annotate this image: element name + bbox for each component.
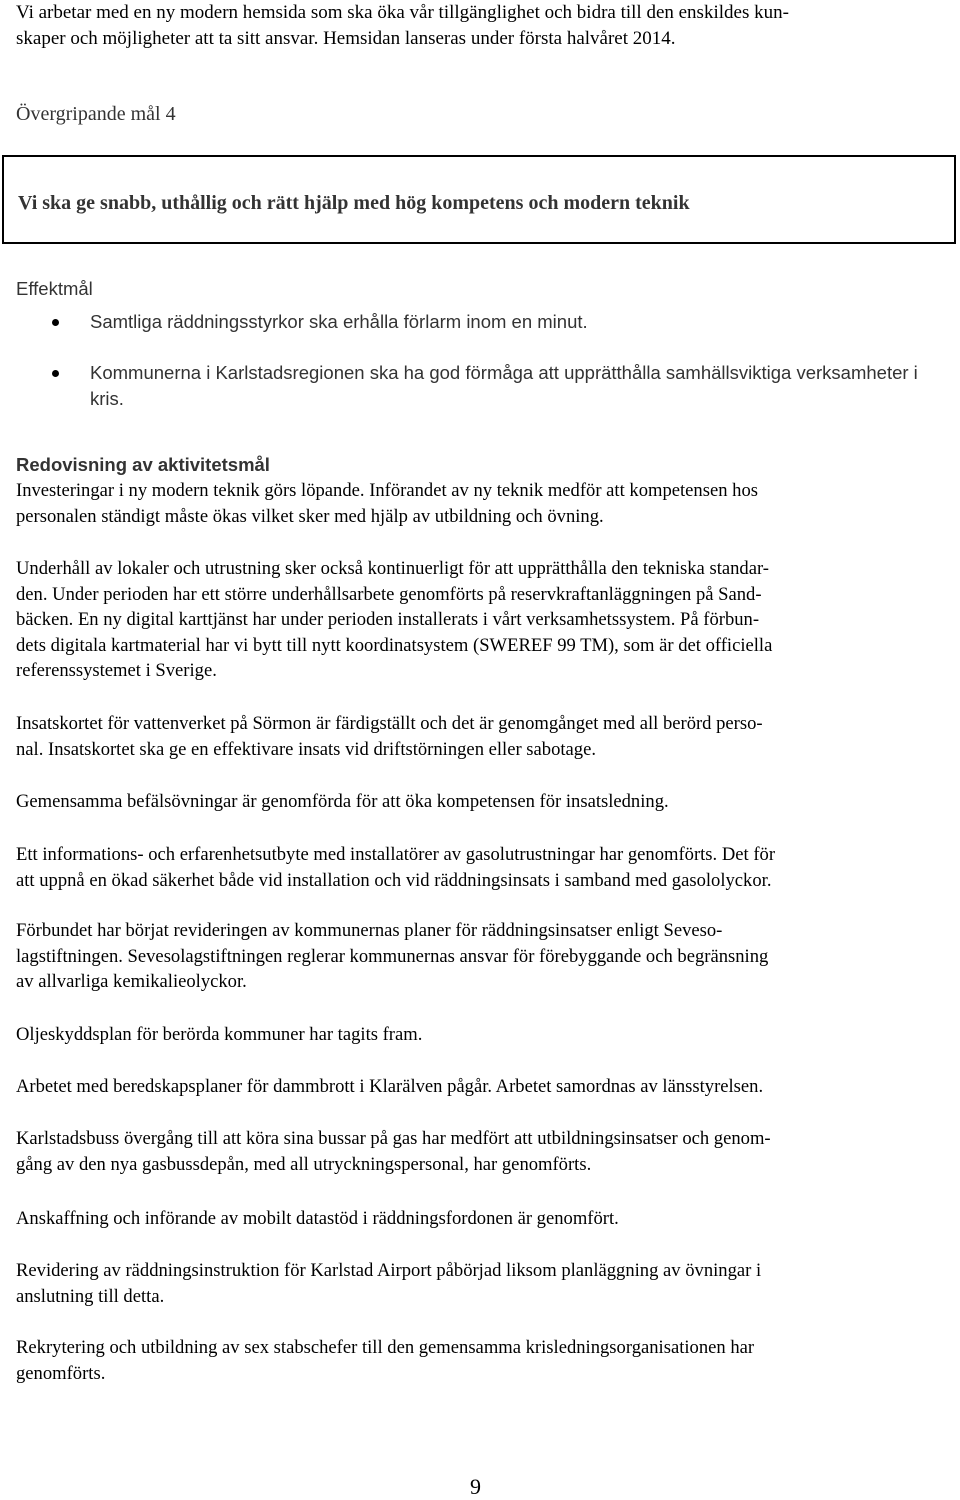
paragraph-line: av allvarliga kemikalieolyckor.	[16, 971, 247, 992]
paragraph-line: Insatskortet för vattenverket på Sörmon är färdigställt och det är genomgånget med all berörd perso-	[16, 713, 763, 734]
paragraph-line: Förbundet har börjat revideringen av kommunernas planer för räddningsinsatser enligt Seveso-	[16, 920, 723, 941]
paragraph	[16, 842, 946, 893]
list-item	[16, 309, 946, 335]
goal-heading: Övergripande mål 4	[16, 103, 176, 125]
redovisning-title: Redovisning av aktivitetsmål	[16, 454, 270, 475]
paragraph-line: referenssystemet i Sverige.	[16, 660, 217, 681]
paragraph-line: Karlstadsbuss övergång till att köra sina bussar på gas har medfört att utbildningsinsatser och genom-	[16, 1128, 771, 1149]
bullet-icon	[52, 319, 59, 326]
goal-box-text: Vi ska ge snabb, uthållig och rätt hjälp med hög kompetens och modern teknik	[18, 192, 690, 214]
paragraph-line: att uppnå en ökad säkerhet både vid installation och vid räddningsinsats i samband med gasololyckor.	[16, 869, 772, 891]
intro-line: skaper och möjligheter att ta sitt ansvar. Hemsidan lanseras under första halvåret 2014.	[16, 28, 676, 49]
paragraph-line: Investeringar i ny modern teknik görs löpande. Införandet av ny teknik medför att kompetensen hos	[16, 480, 758, 501]
paragraph-line: Anskaffning och införande av mobilt datastöd i räddningsfordonen är genomfört.	[16, 1208, 619, 1229]
paragraph-line: Gemensamma befälsövningar är genomförda för att öka kompetensen för insatsledning.	[16, 791, 669, 812]
effektmal-list	[16, 309, 946, 412]
intro-paragraph	[16, 0, 946, 52]
paragraph	[16, 1335, 946, 1386]
paragraph-line: gång av den nya gasbussdepån, med all utryckningspersonal, har genomförts.	[16, 1153, 592, 1175]
paragraph-line: bäcken. En ny digital karttjänst har under perioden installerats i vårt verksamhetssystem. På förbun-	[16, 609, 760, 630]
paragraph-line: lagstiftningen. Sevesolagstiftningen reglerar kommunernas ansvar för förebyggande och begränsning	[16, 945, 769, 967]
paragraph	[16, 1074, 946, 1100]
paragraph	[16, 789, 946, 815]
paragraph-line: Revidering av räddningsinstruktion för Karlstad Airport påbörjad liksom planläggning av övningar i	[16, 1260, 762, 1281]
list-item	[16, 360, 946, 412]
list-item-text: Samtliga räddningsstyrkor ska erhålla förlarm inom en minut.	[90, 311, 588, 332]
paragraph	[16, 711, 946, 762]
paragraph-line: Ett informations- och erfarenhetsutbyte med installatörer av gasolutrustningar har genomförts. Det för	[16, 844, 776, 865]
list-item-text: Kommunerna i Karlstadsregionen ska ha god förmåga att upprätthålla samhällsviktiga verksamheter i kris.	[90, 362, 918, 409]
paragraph-line: Rekrytering och utbildning av sex stabschefer till den gemensamma krisledningsorganisationen har	[16, 1337, 755, 1358]
paragraph	[16, 478, 946, 529]
paragraph	[16, 1022, 946, 1048]
paragraph	[16, 1258, 946, 1309]
paragraph-line: Arbetet med beredskapsplaner för dammbrott i Klarälven pågår. Arbetet samordnas av länsstyrelsen.	[16, 1076, 764, 1097]
paragraph	[16, 918, 946, 995]
page-number: 9	[470, 1474, 481, 1499]
paragraph	[16, 1206, 946, 1232]
intro-line: Vi arbetar med en ny modern hemsida som ska öka vår tillgänglighet och bidra till den enskildes kun-	[16, 2, 789, 23]
bullet-icon	[52, 370, 59, 377]
goal-box	[2, 155, 956, 244]
paragraph-line: Underhåll av lokaler och utrustning sker också kontinuerligt för att upprätthålla den tekniska standar-	[16, 558, 769, 579]
paragraph-line: den. Under perioden har ett större underhållsarbete genomförts på reservkraftanläggningen på Sand-	[16, 583, 762, 605]
paragraph	[16, 556, 946, 684]
paragraph-line: Oljeskyddsplan för berörda kommuner har tagits fram.	[16, 1024, 423, 1045]
paragraph-line: anslutning till detta.	[16, 1285, 165, 1307]
paragraph-line: genomförts.	[16, 1362, 106, 1384]
paragraph	[16, 1126, 946, 1177]
paragraph-line: dets digitala kartmaterial har vi bytt till nytt koordinatsystem (SWEREF 99 TM), som är det officiella	[16, 634, 773, 656]
effektmal-title: Effektmål	[16, 278, 93, 299]
paragraph-line: personalen ständigt måste ökas vilket sker med hjälp av utbildning och övning.	[16, 505, 604, 527]
paragraph-line: nal. Insatskortet ska ge en effektivare insats vid driftstörningen eller sabotage.	[16, 738, 597, 760]
